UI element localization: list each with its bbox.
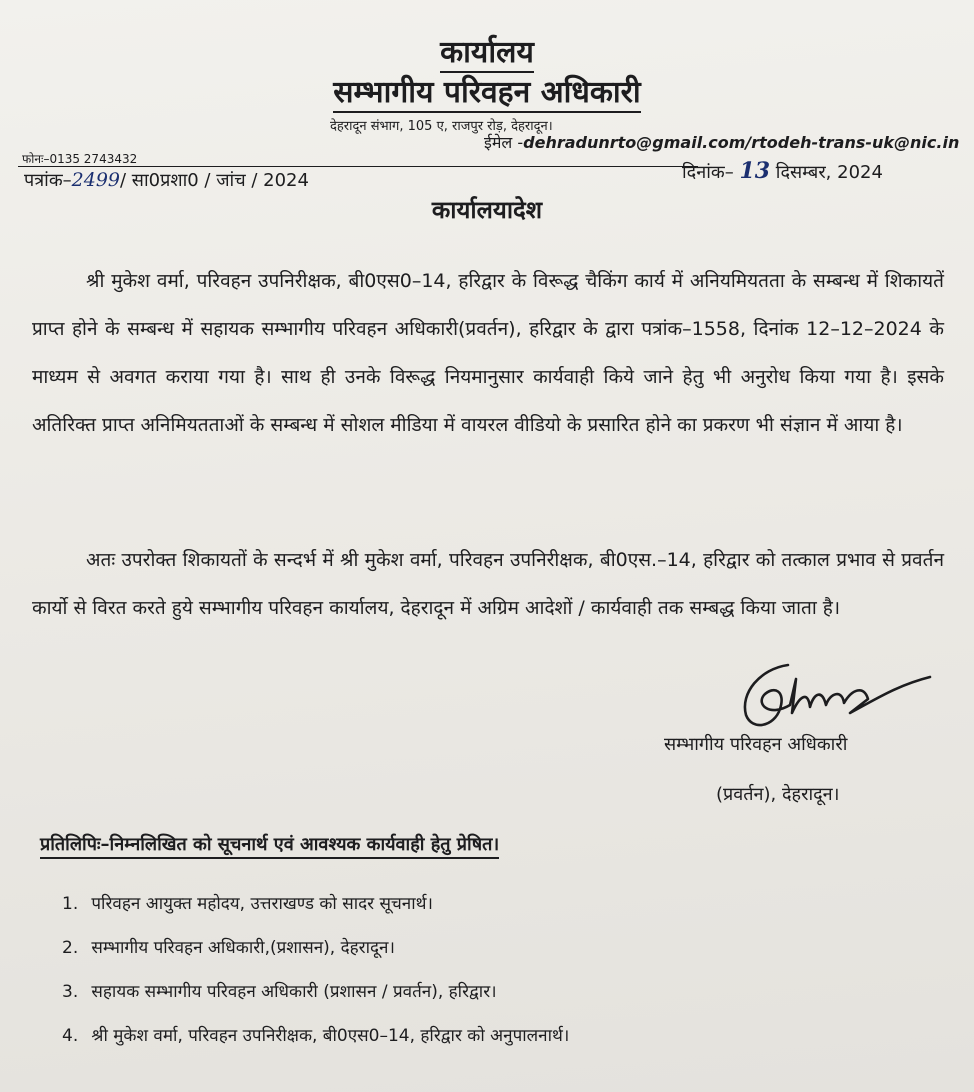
- copy-to-item: [62, 882, 569, 926]
- letterhead-address: देहरादून संभाग, 105 ए, राजपुर रोड़, देहरादून।: [330, 119, 553, 134]
- reference-prefix: पत्रांक–: [24, 170, 72, 191]
- copy-item-number: 1.: [62, 894, 79, 914]
- copy-to-item: [62, 970, 569, 1014]
- copy-item-number: 2.: [62, 938, 79, 958]
- order-paragraph-2: अतः उपरोक्त शिकायतों के सन्दर्भ में श्री मुकेश वर्मा, परिवहन उपनिरीक्षक, बी0एस.–14, हरिद्वार को तत्काल प्रभाव से प्रवर्तन कार्यो से विरत करते हुये सम्भागीय परिवहन कार्यालय, देहरादून में अग्रिम आदेशों / कार्यवाही तक सम्बद्ध किया जाता है।: [32, 549, 944, 619]
- copy-item-number: 3.: [62, 982, 79, 1002]
- copy-item-text: परिवहन आयुक्त महोदय, उत्तराखण्ड को सादर सूचनार्थ।: [91, 894, 433, 914]
- letterhead-email: [484, 131, 959, 153]
- email-label: ईमेल -: [484, 133, 524, 152]
- copy-item-text: सम्भागीय परिवहन अधिकारी,(प्रशासन), देहरादून।: [91, 938, 395, 958]
- reference-suffix: / सा0प्रशा0 / जांच / 2024: [120, 170, 309, 191]
- issue-date: [682, 158, 883, 184]
- date-prefix: दिनांक–: [682, 162, 734, 183]
- reference-handwritten-number: 2499: [71, 169, 121, 191]
- letterhead-divider: [18, 166, 698, 167]
- copy-to-list: [62, 882, 569, 1058]
- date-handwritten-day: 13: [739, 158, 771, 184]
- reference-number: [24, 168, 309, 192]
- signatory-designation: सम्भागीय परिवहन अधिकारी: [664, 734, 848, 755]
- copy-item-number: 4.: [62, 1026, 79, 1046]
- copy-to-item: [62, 926, 569, 970]
- letterhead-phone: फोनः–0135 2743432: [22, 152, 138, 166]
- copy-item-text: सहायक सम्भागीय परिवहन अधिकारी (प्रशासन / प्रवर्तन), हरिद्वार।: [91, 982, 497, 1002]
- copy-to-item: [62, 1014, 569, 1058]
- order-paragraph-1: श्री मुकेश वर्मा, परिवहन उपनिरीक्षक, बी0एस0–14, हरिद्वार के विरूद्ध चैकिंग कार्य में अनियमियतता के सम्बन्ध में शिकायतें प्राप्त होने के सम्बन्ध में सहायक सम्भागीय परिवहन अधिकारी(प्रवर्तन), हरिद्वार के द्वारा पत्रांक–1558, दिनांक 12–12–2024 के माध्यम से अवगत कराया गया है। साथ ही उनके विरूद्ध नियमानुसार कार्यवाही किये जाने हेतु भी अनुरोध किया गया है। इसके अतिरिक्त प्राप्त अनिमियतताओं के सम्बन्ध में सोशल मीडिया में वायरल वीडियो के प्रसारित होने का प्रकरण भी संज्ञान में आया है।: [32, 270, 944, 436]
- signatory-office: (प्रवर्तन), देहरादून।: [716, 784, 840, 805]
- copy-to-heading: प्रतिलिपिः–निम्नलिखित को सूचनार्थ एवं आवश्यक कार्यवाही हेतु प्रेषित।: [40, 832, 499, 856]
- letterhead-office: कार्यालय: [0, 30, 974, 71]
- date-rest: दिसम्बर, 2024: [775, 162, 883, 183]
- email-address: dehradunrto@gmail.com/rtodeh-trans-uk@nic.in: [523, 133, 960, 152]
- copy-item-text: श्री मुकेश वर्मा, परिवहन उपनिरीक्षक, बी0एस0–14, हरिद्वार को अनुपालनार्थ।: [91, 1026, 570, 1046]
- letterhead-officer: सम्भागीय परिवहन अधिकारी: [0, 70, 974, 111]
- order-title: कार्यालयादेश: [431, 196, 543, 224]
- signature-mark: [730, 655, 940, 735]
